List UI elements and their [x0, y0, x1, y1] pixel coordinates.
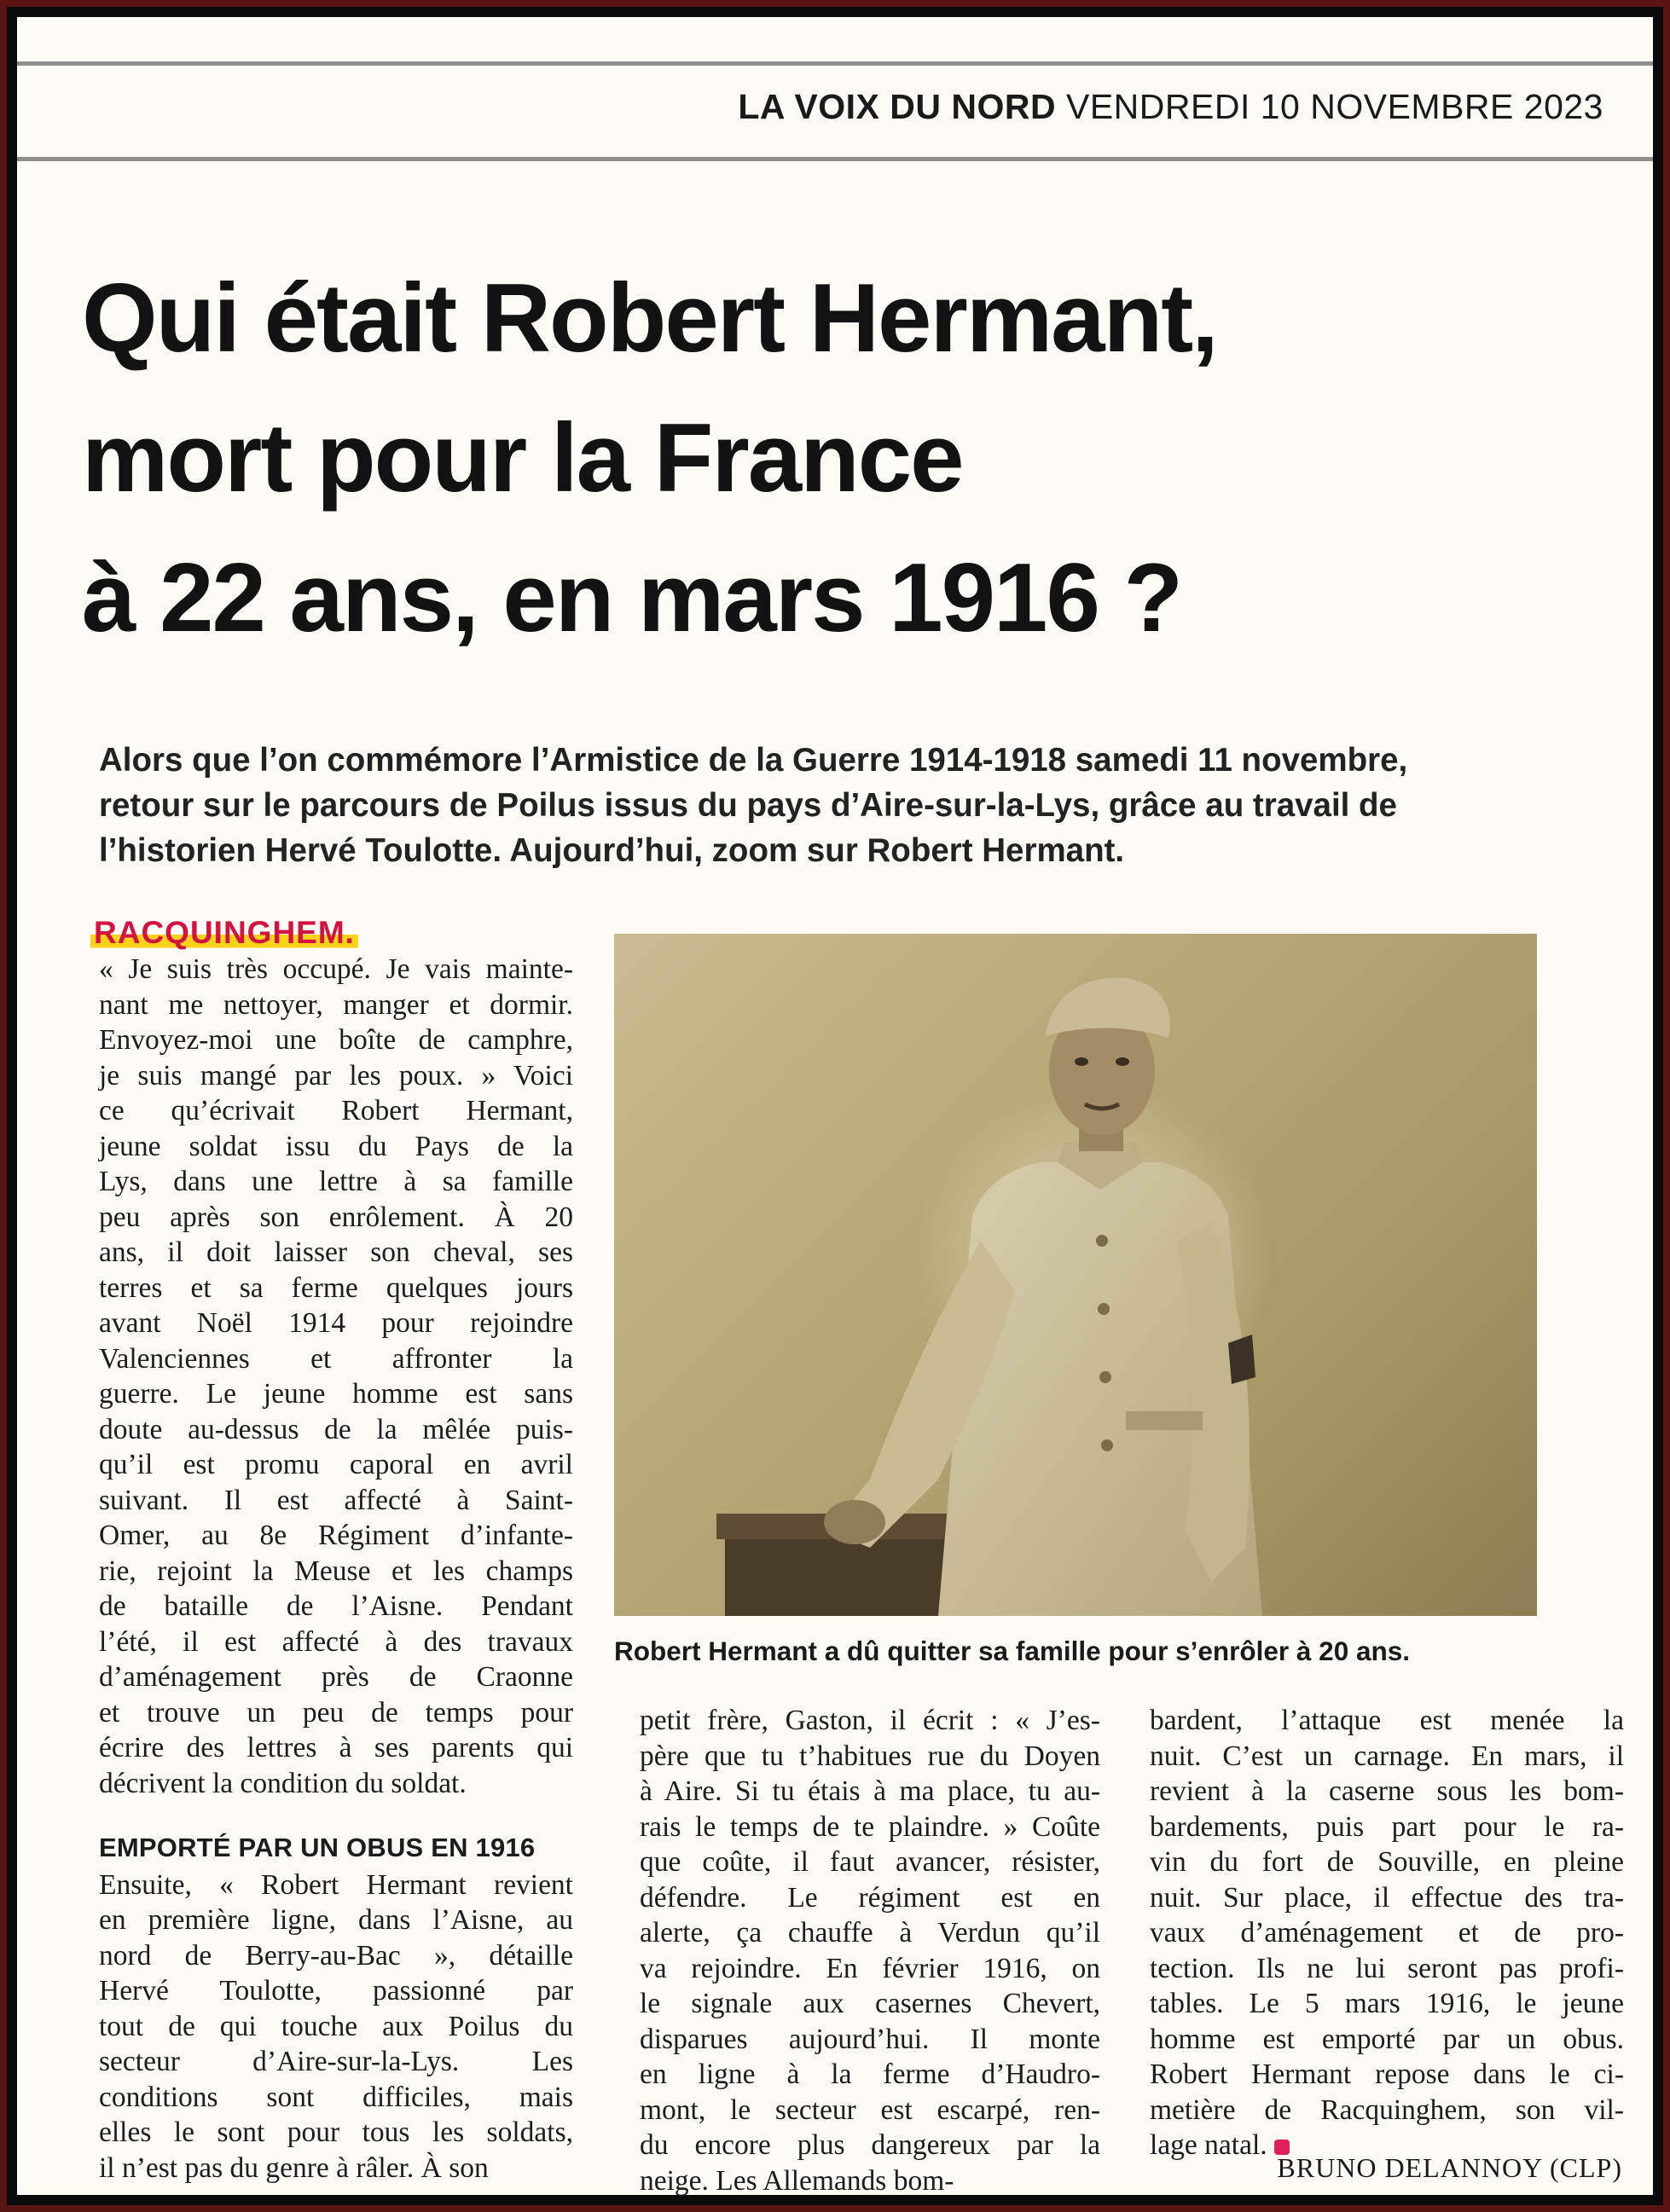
bottom-rule [17, 157, 1653, 161]
text-line: « Je suis très occupé. Je vais mainte- [99, 953, 573, 985]
article-column-2 [640, 1703, 1100, 2195]
article-column-3 [1150, 1703, 1624, 2163]
column-3-text [1150, 1703, 1624, 2163]
text-line: que coûte, il faut avancer, résister, [640, 1846, 1100, 1878]
text-line: tables. Le 5 mars 1916, le jeune [1150, 1988, 1624, 2019]
text-line: et trouve un peu de temps pour [99, 1696, 573, 1728]
standfirst-line: Alors que l’on commémore l’Armistice de la Guerre 1914-1918 samedi 11 novembre, [99, 742, 1408, 779]
text-line: bardements, puis part pour le ra- [1150, 1810, 1624, 1843]
text-line: tection. Ils ne lui seront pas profi- [1150, 1952, 1624, 1984]
text-line: suivant. Il est affecté à Saint- [99, 1484, 573, 1516]
text-line: Omer, au 8e Régiment d’infante- [99, 1520, 573, 1551]
text-line: Envoyez-moi une boîte de camphre, [99, 1024, 573, 1056]
text-line: en ligne à la ferme d’Haudro- [640, 2059, 1100, 2090]
text-line: vaux d’aménagement et de pro- [1150, 1917, 1624, 1949]
text-line: bardent, l’attaque est menée la [1150, 1705, 1624, 1736]
text-line: rais le temps de te plaindre. » Coûte [640, 1810, 1100, 1843]
text-line: l’été, il est affecté à des travaux [99, 1625, 573, 1658]
text-line: doute au-dessus de la mêlée puis- [99, 1413, 573, 1445]
text-line: petit frère, Gaston, il écrit : « J’es- [640, 1705, 1100, 1736]
text-line: d’aménagement près de Craonne [99, 1661, 573, 1693]
text-line: défendre. Le régiment est en [640, 1881, 1100, 1914]
text-line: va rejoindre. En février 1916, on [640, 1952, 1100, 1984]
text-line: revient à la caserne sous les bom- [1150, 1775, 1624, 1807]
text-line: peu après son enrôlement. À 20 [99, 1201, 573, 1233]
subheading: EMPORTÉ PAR UN OBUS EN 1916 [99, 1833, 536, 1862]
standfirst [99, 738, 1626, 873]
text-line: ans, il doit laisser son cheval, ses [99, 1236, 573, 1268]
text-line: jeune soldat issu du Pays de la [99, 1130, 573, 1162]
masthead [738, 87, 1603, 127]
text-line: Valenciennes et affronter la [99, 1342, 573, 1375]
text-line: le signale aux casernes Chevert, [640, 1988, 1100, 2019]
text-line: écrire des lettres à ses parents qui [99, 1732, 573, 1763]
text-line: nuit. C’est un carnage. En mars, il [1150, 1740, 1624, 1772]
issue-date: VENDREDI 10 NOVEMBRE 2023 [1065, 87, 1603, 126]
text-line: à Aire. Si tu étais à ma place, tu au- [640, 1775, 1100, 1807]
standfirst-line: retour sur le parcours de Poilus issus du pays d’Aire-sur-la-Lys, grâce au travail de [99, 787, 1397, 824]
headline-line: Qui était Robert Hermant, [82, 264, 1217, 373]
text-line: avant Noël 1914 pour rejoindre [99, 1307, 573, 1339]
text-line: alerte, ça chauffe à Verdun qu’il [640, 1917, 1100, 1949]
text-line: père que tu t’habitues rue du Doyen [640, 1740, 1100, 1772]
text-line: décrivent la condition du soldat. [99, 1767, 467, 1799]
text-line: il n’est pas du genre à râler. À son [99, 2151, 489, 2184]
location-kicker: RACQUINGHEM. [90, 915, 358, 951]
text-line: Lys, dans une lettre à sa famille [99, 1166, 573, 1197]
column-2-text [640, 1703, 1100, 2195]
text-line: elles le sont pour tous les soldats, [99, 2116, 573, 2148]
text-line: ce qu’écrivait Robert Hermant, [99, 1095, 573, 1126]
text-line: nord de Berry-au-Bac », détaille [99, 1939, 573, 1972]
headline-line: mort pour la France [82, 404, 963, 512]
text-line: tout de qui touche aux Poilus du [99, 2010, 573, 2042]
text-line: vin du fort de Souville, en pleine [1150, 1846, 1624, 1878]
text-line: nant me nettoyer, manger et dormir. [99, 988, 573, 1021]
photo-caption: Robert Hermant a dû quitter sa famille pour s’enrôler à 20 ans. [614, 1636, 1411, 1666]
text-line: rie, rejoint la Meuse et les champs [99, 1555, 573, 1587]
text-line: metière de Racquinghem, son vil- [1150, 2093, 1624, 2126]
column-1-text [99, 952, 573, 1801]
text-line: neige. Les Allemands bom- [640, 2164, 954, 2195]
headline [82, 249, 1634, 669]
headline-line: à 22 ans, en mars 1916 ? [82, 544, 1182, 652]
top-rule [17, 61, 1653, 66]
text-line: Hervé Toulotte, passionné par [99, 1975, 573, 2006]
standfirst-line: l’historien Hervé Toulotte. Aujourd’hui, zoom sur Robert Hermant. [99, 832, 1125, 869]
newspaper-page [17, 17, 1653, 2195]
soldier-portrait-illustration [614, 934, 1537, 1616]
text-line: guerre. Le jeune homme est sans [99, 1378, 573, 1410]
text-line: je suis mangé par les poux. » Voici [99, 1059, 573, 1092]
text-line: de bataille de l’Aisne. Pendant [99, 1590, 573, 1622]
paper-name: LA VOIX DU NORD [738, 87, 1057, 126]
text-line: Robert Hermant repose dans le ci- [1150, 2059, 1624, 2090]
text-line: secteur d’Aire-sur-la-Lys. Les [99, 2046, 573, 2077]
text-line: en première ligne, dans l’Aisne, au [99, 1904, 573, 1936]
soldier-photo [614, 934, 1537, 1616]
text-line: mont, le secteur est escarpé, ren- [640, 2093, 1100, 2126]
text-line: nuit. Sur place, il effectue des tra- [1150, 1881, 1624, 1914]
text-line: qu’il est promu caporal en avril [99, 1449, 573, 1480]
byline: BRUNO DELANNOY (CLP) [1277, 2152, 1622, 2183]
text-line: du encore plus dangereux par la [640, 2129, 1100, 2161]
text-line: homme est emporté par un obus. [1150, 2023, 1624, 2055]
text-line: lage natal. [1150, 2128, 1624, 2163]
text-line: disparues aujourd’hui. Il monte [640, 2023, 1100, 2055]
text-line: conditions sont difficiles, mais [99, 2081, 573, 2113]
article-column-1 [99, 952, 573, 2186]
outer-frame [7, 7, 1663, 2205]
text-line: Ensuite, « Robert Hermant revient [99, 1868, 573, 1901]
column-1-text-continued [99, 1867, 573, 2186]
text-line: terres et sa ferme quelques jours [99, 1271, 573, 1304]
